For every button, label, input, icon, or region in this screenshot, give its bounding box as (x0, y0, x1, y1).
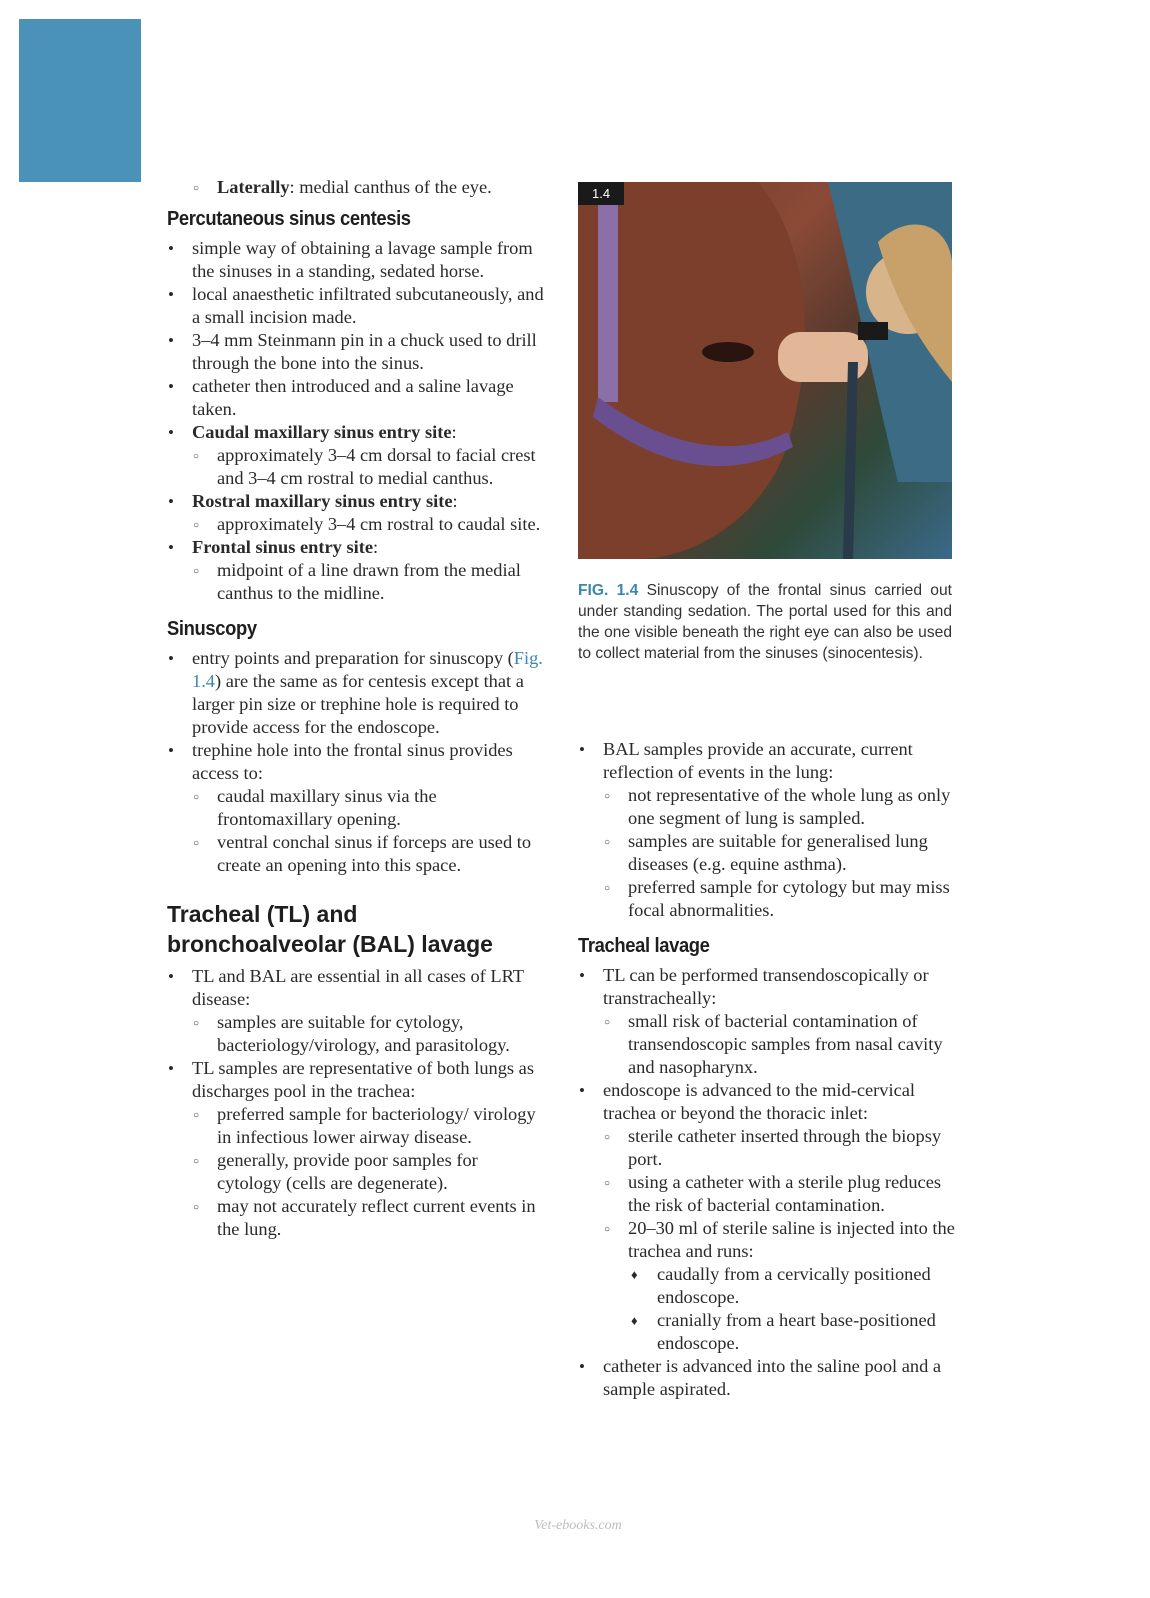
list-item: • TL can be performed transendoscopically or transtracheally: (578, 964, 956, 1010)
section-heading-centesis: Percutaneous sinus centesis (167, 208, 411, 230)
figure-link[interactable]: Fig. 1.4 (192, 648, 543, 691)
list-item: ○ preferred sample for bacteriology/ virology in infectious lower airway disease. (167, 1103, 545, 1149)
list-item: ♦ caudally from a cervically positioned endoscope. (578, 1263, 956, 1309)
list-item: ○ ventral conchal sinus if forceps are used to create an opening into this space. (167, 831, 545, 877)
list-item: • simple way of obtaining a lavage sample from the sinuses in a standing, sedated horse. (167, 237, 545, 283)
main-heading: Tracheal (TL) and bronchoalveolar (BAL) lavage (167, 901, 493, 957)
list-item: • Caudal maxillary sinus entry site: (167, 421, 545, 444)
list-item: • catheter is advanced into the saline pool and a sample aspirated. (578, 1355, 956, 1401)
list-item: ○ approximately 3–4 cm rostral to caudal site. (167, 513, 545, 536)
list-item: • TL and BAL are essential in all cases of LRT disease: (167, 965, 545, 1011)
section-heading-sinuscopy: Sinuscopy (167, 618, 257, 640)
list-item: • endoscope is advanced to the mid-cervical trachea or beyond the thoracic inlet: (578, 1079, 956, 1125)
list-item: ○ midpoint of a line drawn from the medial canthus to the midline. (167, 559, 545, 605)
list-item: • TL samples are representative of both lungs as discharges pool in the trachea: (167, 1057, 545, 1103)
list-item: • trephine hole into the frontal sinus provides access to: (167, 739, 545, 785)
list-item: ○ samples are suitable for cytology, bacteriology/virology, and parasitology. (167, 1011, 545, 1057)
list-item: ○ preferred sample for cytology but may miss focal abnormalities. (578, 876, 956, 922)
section-heading-tracheal-lavage: Tracheal lavage (578, 935, 710, 957)
list-item: ○ sterile catheter inserted through the biopsy port. (578, 1125, 956, 1171)
left-column (167, 176, 545, 1241)
list-item: ○ not representative of the whole lung as only one segment of lung is sampled. (578, 784, 956, 830)
list-item: • BAL samples provide an accurate, current reflection of events in the lung: (578, 738, 956, 784)
list-item: • entry points and preparation for sinuscopy (Fig. 1.4) are the same as for centesis except that a larger pin size or trephine hole is required to provide access for the endoscope. (167, 647, 545, 739)
photo-illustration (578, 182, 952, 559)
list-item: ○ generally, provide poor samples for cytology (cells are degenerate). (167, 1149, 545, 1195)
list-item: • catheter then introduced and a saline lavage taken. (167, 375, 545, 421)
figure-number-label: 1.4 (578, 182, 624, 205)
figure-photo (578, 182, 952, 559)
list-item: ○ 20–30 ml of sterile saline is injected into the trachea and runs: (578, 1217, 956, 1263)
list-item: ○ approximately 3–4 cm dorsal to facial crest and 3–4 cm rostral to medial canthus. (167, 444, 545, 490)
figure-caption: FIG. 1.4 Sinuscopy of the frontal sinus carried out under standing sedation. The portal used for this and the one visible beneath the right eye can also be used to collect material from the sinuses (sinocentesis). (578, 582, 952, 662)
list-item: • Frontal sinus entry site: (167, 536, 545, 559)
list-item: • local anaesthetic infiltrated subcutaneously, and a small incision made. (167, 283, 545, 329)
watermark-logo: Vet-ebooks.com (534, 1518, 622, 1533)
list-item: • Rostral maxillary sinus entry site: (167, 490, 545, 513)
list-item: ○ may not accurately reflect current events in the lung. (167, 1195, 545, 1241)
right-column (578, 738, 956, 1401)
list-item: • 3–4 mm Steinmann pin in a chuck used to drill through the bone into the sinus. (167, 329, 545, 375)
list-item: ○ samples are suitable for generalised lung diseases (e.g. equine asthma). (578, 830, 956, 876)
list-item: ♦ cranially from a heart base-positioned endoscope. (578, 1309, 956, 1355)
list-item: ○ small risk of bacterial contamination of transendoscopic samples from nasal cavity and nasopharynx. (578, 1010, 956, 1079)
list-item: ○ using a catheter with a sterile plug reduces the risk of bacterial contamination. (578, 1171, 956, 1217)
list-item: ○ Laterally: medial canthus of the eye. (167, 176, 545, 199)
corner-color-block (19, 19, 141, 182)
list-item: ○ caudal maxillary sinus via the frontomaxillary opening. (167, 785, 545, 831)
